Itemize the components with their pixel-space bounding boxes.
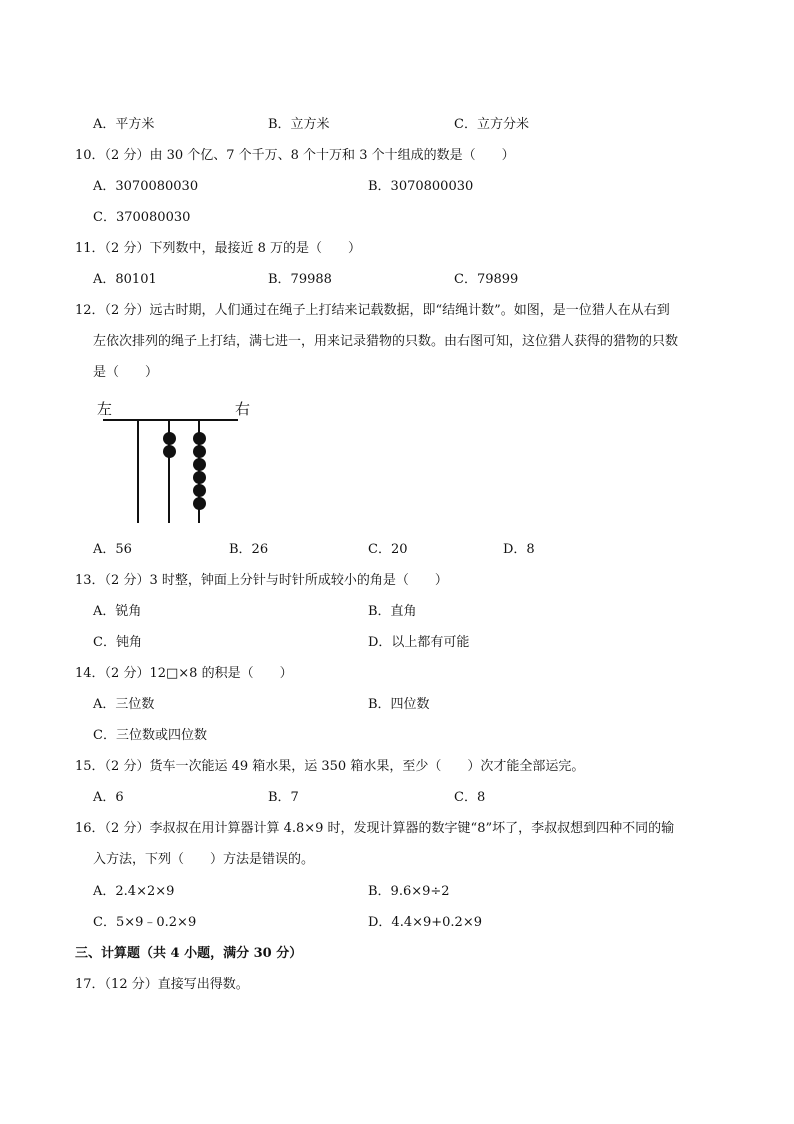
knot	[193, 458, 206, 471]
q16-option-a: A．2.4×2×9	[93, 884, 175, 899]
q16-option-b: B．9.6×9÷2	[368, 884, 450, 899]
rope-1	[137, 420, 139, 523]
q12-option-b: B．26	[229, 542, 269, 557]
q15-option-b: B．7	[268, 790, 299, 805]
q16-stem-line1: 16．（2 分）李叔叔在用计算器计算 4.8×9 时，发现计算器的数字键“8”坏了，李叔叔想到四种不同的输	[75, 821, 675, 836]
knot	[163, 432, 176, 445]
q10-stem: 10．（2 分）由 30 个亿、7 个千万、8 个十万和 3 个十组成的数是（ ）	[75, 148, 515, 163]
q13-option-c: C．钝角	[93, 635, 142, 650]
knot	[193, 484, 206, 497]
figure-top-rope	[103, 419, 238, 421]
section-heading: 三、计算题（共 4 小题，满分 30 分）	[75, 946, 303, 961]
q15-stem: 15．（2 分）货车一次能运 49 箱水果，运 350 箱水果，至少（ ）次才能全部运完。	[75, 759, 585, 774]
q9-option-c: C．立方分米	[454, 117, 529, 132]
figure-left-label: 左	[97, 400, 113, 418]
q9-option-a: A．平方米	[93, 117, 155, 132]
q10-option-c: C．370080030	[93, 210, 191, 225]
q14-option-b: B．四位数	[368, 697, 430, 712]
q14-option-a: A．三位数	[93, 697, 155, 712]
q11-stem: 11．（2 分）下列数中，最接近 8 万的是（ ）	[75, 241, 361, 256]
q11-option-b: B．79988	[268, 272, 332, 287]
q12-option-a: A．56	[93, 542, 132, 557]
knot	[193, 471, 206, 484]
q17-stem: 17．（12 分）直接写出得数。	[75, 977, 249, 992]
q13-option-a: A．锐角	[93, 604, 142, 619]
figure-right-label: 右	[235, 400, 251, 418]
q16-option-d: D．4.4×9+0.2×9	[368, 915, 482, 930]
q12-stem-line1: 12．（2 分）远古时期，人们通过在绳子上打结来记载数据，即“结绳计数”。如图，是一位猎人在从右到	[75, 303, 670, 318]
q12-option-c: C．20	[368, 542, 408, 557]
q13-option-d: D．以上都有可能	[368, 635, 470, 650]
q14-stem: 14．（2 分）12□×8 的积是（ ）	[75, 666, 293, 681]
knot	[193, 497, 206, 510]
q14-option-c: C．三位数或四位数	[93, 728, 207, 743]
q13-stem: 13．（2 分）3 时整，钟面上分针与时针所成较小的角是（ ）	[75, 573, 448, 588]
q15-option-c: C．8	[454, 790, 486, 805]
q10-option-a: A．3070080030	[93, 179, 199, 194]
q12-option-d: D．8	[503, 542, 535, 557]
knot	[193, 432, 206, 445]
q11-option-a: A．80101	[93, 272, 157, 287]
knot	[193, 445, 206, 458]
q16-option-c: C．5×9﹣0.2×9	[93, 915, 197, 930]
q11-option-c: C．79899	[454, 272, 519, 287]
q16-stem-line2: 入方法，下列（ ）方法是错误的。	[93, 852, 315, 867]
q9-option-b: B．立方米	[268, 117, 330, 132]
q15-option-a: A．6	[93, 790, 124, 805]
knot	[163, 445, 176, 458]
q12-stem-line3: 是（ ）	[93, 365, 159, 380]
q12-stem-line2: 左依次排列的绳子上打结，满七进一，用来记录猎物的只数。由右图可知，这位猎人获得的猎物的只数	[93, 334, 679, 349]
q13-option-b: B．直角	[368, 604, 417, 619]
q10-option-b: B．3070800030	[368, 179, 474, 194]
